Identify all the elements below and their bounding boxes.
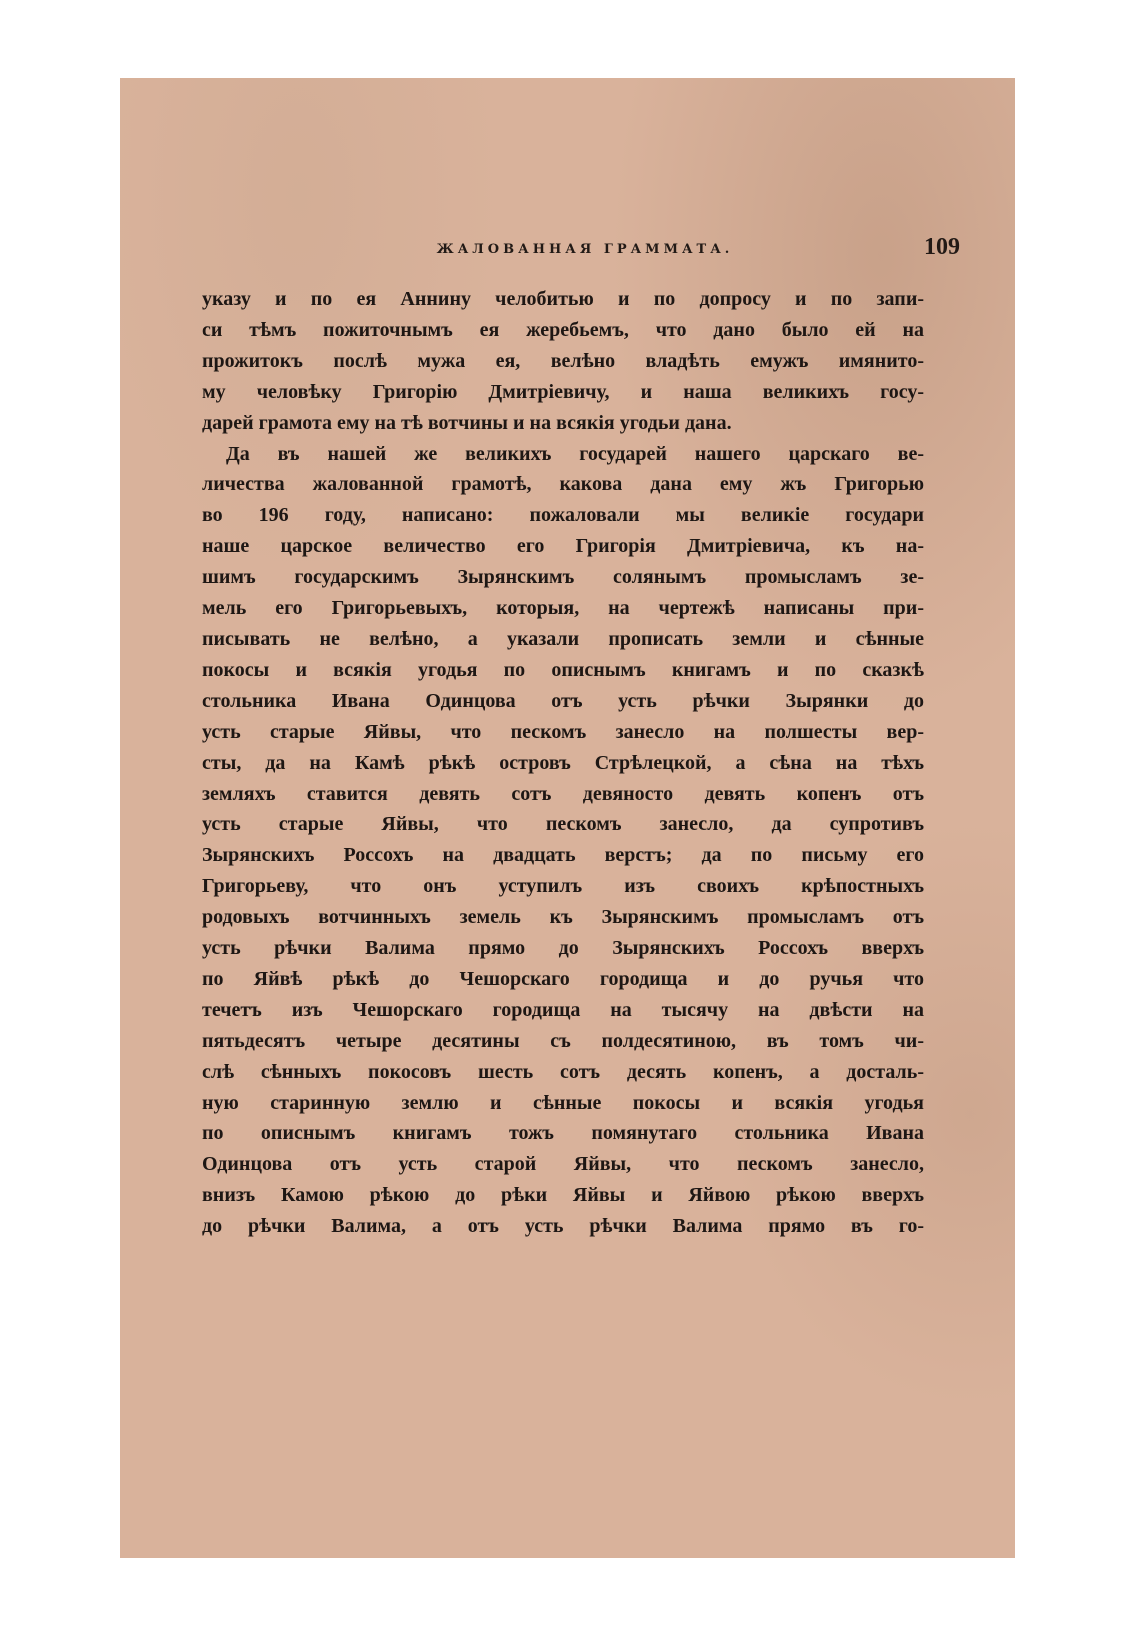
text-line: во 196 году, написано: пожаловали мы великіе государи bbox=[202, 504, 924, 527]
text-line: личества жалованной грамотѣ, какова дана ему жъ Григорью bbox=[202, 473, 924, 496]
text-line: покосы и всякія угодья по описнымъ книгамъ и по сказкѣ bbox=[202, 658, 924, 681]
text-line: стольника Ивана Одинцова отъ усть рѣчки Зырянки до bbox=[202, 689, 924, 712]
text-line: по описнымъ книгамъ тожъ помянутаго стольника Ивана bbox=[202, 1122, 924, 1145]
text-line: усть старые Яйвы, что пескомъ занесло, да супротивъ bbox=[202, 813, 924, 836]
text-line: течетъ изъ Чешорскаго городища на тысячу на двѣсти на bbox=[202, 998, 924, 1021]
page-header bbox=[210, 234, 960, 274]
text-line: по Яйвѣ рѣкѣ до Чешорскаго городища и до ручья что bbox=[202, 967, 924, 990]
text-line: си тѣмъ пожиточнымъ ея жеребьемъ, что дано было ей на bbox=[202, 318, 924, 341]
text-line: до рѣчки Валима, а отъ усть рѣчки Валима прямо въ го- bbox=[202, 1215, 924, 1238]
text-line: мель его Григорьевыхъ, которыя, на чертежѣ написаны при- bbox=[202, 597, 924, 620]
book-page bbox=[120, 78, 1015, 1558]
text-line: шимъ государскимъ Зырянскимъ солянымъ промысламъ зе- bbox=[202, 566, 924, 589]
text-line: Да въ нашей же великихъ государей нашего царскаго ве- bbox=[226, 442, 924, 465]
text-line: пятьдесятъ четыре десятины съ полдесятиною, въ томъ чи- bbox=[202, 1029, 924, 1052]
running-head: ЖАЛОВАННАЯ ГРАММАТА. bbox=[436, 242, 734, 257]
text-line: усть старые Яйвы, что пескомъ занесло на полшесты вер- bbox=[202, 720, 924, 743]
page-number: 109 bbox=[924, 234, 960, 260]
text-line: прожитокъ послѣ мужа ея, велѣно владѣть емужъ имянито- bbox=[202, 349, 924, 372]
text-line: сты, да на Камѣ рѣкѣ островъ Стрѣлецкой, а сѣна на тѣхъ bbox=[202, 751, 924, 774]
text-line: Зырянскихъ Россохъ на двадцать верстъ; да по письму его bbox=[202, 844, 924, 867]
text-line: земляхъ ставится девять сотъ девяносто девять копенъ отъ bbox=[202, 782, 924, 805]
text-line: указу и по ея Аннину челобитью и по допросу и по запи- bbox=[202, 288, 924, 310]
text-line: ную старинную землю и сѣнные покосы и всякія угодья bbox=[202, 1091, 924, 1114]
text-line: усть рѣчки Валима прямо до Зырянскихъ Россохъ вверхъ bbox=[202, 937, 924, 960]
text-line: родовыхъ вотчинныхъ земель къ Зырянскимъ промысламъ отъ bbox=[202, 906, 924, 929]
text-line: писывать не велѣно, а указали прописать земли и сѣнные bbox=[202, 627, 924, 650]
text-line: му человѣку Григорію Дмитріевичу, и наша великихъ госу- bbox=[202, 380, 924, 403]
text-line: Григорьеву, что онъ уступилъ изъ своихъ крѣпостныхъ bbox=[202, 875, 924, 898]
text-line: наше царское величество его Григорія Дмитріевича, къ на- bbox=[202, 535, 924, 558]
body-text bbox=[202, 284, 924, 1242]
text-line: слѣ сѣнныхъ покосовъ шесть сотъ десять копенъ, а досталь- bbox=[202, 1060, 924, 1083]
text-line: дарей грамота ему на тѣ вотчины и на всякія угодьи дана. bbox=[202, 411, 732, 434]
text-line: Одинцова отъ усть старой Яйвы, что пескомъ занесло, bbox=[202, 1153, 924, 1176]
text-line: внизъ Камою рѣкою до рѣки Яйвы и Яйвою рѣкою вверхъ bbox=[202, 1184, 924, 1207]
